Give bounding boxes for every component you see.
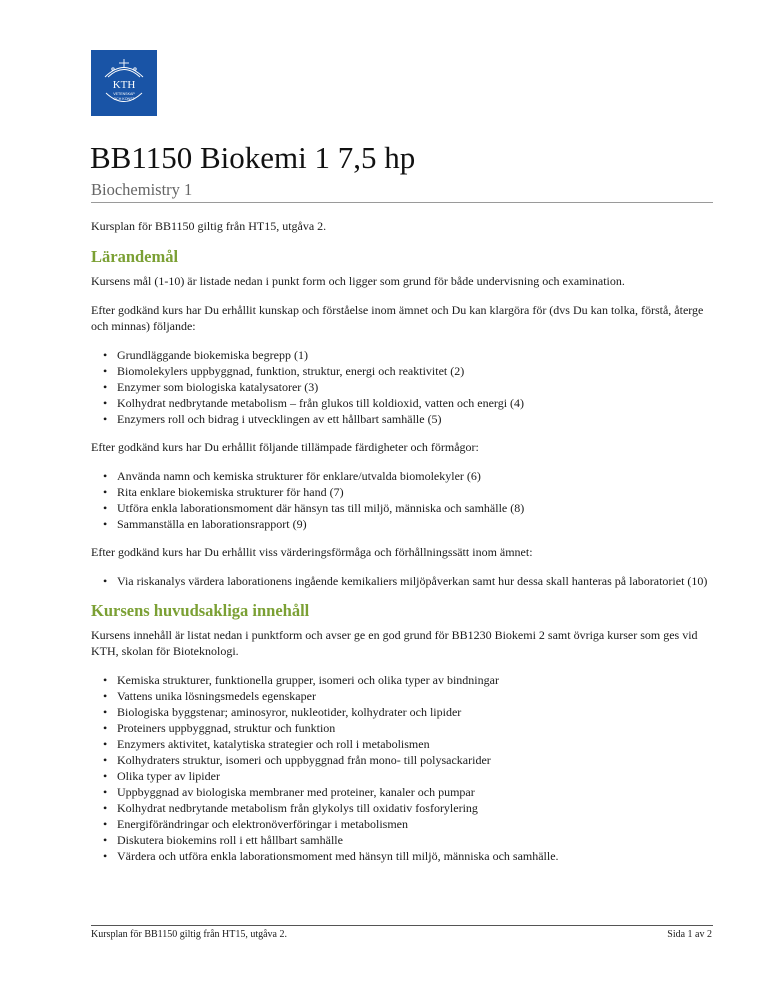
list-item-text: Proteiners uppbyggnad, struktur och funktion bbox=[117, 721, 336, 735]
bullet-icon: • bbox=[103, 753, 108, 767]
list-item-text: Kolhydrat nedbrytande metabolism från glykolys till oxidativ fosforylering bbox=[117, 801, 478, 815]
list-item-text: Energiförändringar och elektronöverföringar i metabolismen bbox=[117, 817, 409, 831]
page-subtitle: Biochemistry 1 bbox=[91, 180, 193, 199]
bullet-icon: • bbox=[103, 737, 108, 751]
bullet-icon: • bbox=[103, 801, 108, 815]
kth-logo bbox=[91, 50, 157, 116]
bullet-icon: • bbox=[103, 348, 108, 362]
logo-text-line3: OCH KONST bbox=[113, 97, 135, 101]
bullet-list-values bbox=[91, 573, 713, 589]
bullet-icon: • bbox=[103, 469, 108, 483]
bullet-icon: • bbox=[103, 380, 108, 394]
page-title: BB1150 Biokemi 1 7,5 hp bbox=[90, 140, 416, 175]
list-item-text: Enzymers roll och bidrag i utvecklingen av ett hållbart samhälle (5) bbox=[117, 412, 442, 426]
list-item bbox=[103, 484, 713, 500]
bullet-icon: • bbox=[103, 501, 108, 515]
document-body bbox=[91, 218, 713, 876]
list-item-text: Enzymers aktivitet, katalytiska strategier och roll i metabolismen bbox=[117, 737, 430, 751]
list-item bbox=[103, 468, 713, 484]
list-item bbox=[103, 411, 713, 427]
list-item-text: Diskutera biokemins roll i ett hållbart samhälle bbox=[117, 833, 343, 847]
footer-text: Kursplan för BB1150 giltig från HT15, utgåva 2. bbox=[91, 929, 287, 940]
list-item-text: Kemiska strukturer, funktionella grupper, isomeri och olika typer av bindningar bbox=[117, 673, 499, 687]
bullet-icon: • bbox=[103, 485, 108, 499]
kth-crest-icon bbox=[91, 50, 157, 116]
intro-text: Kursplan för BB1150 giltig från HT15, utgåva 2. bbox=[91, 219, 327, 233]
list-item-text: Kolhydrat nedbrytande metabolism – från glukos till koldioxid, vatten och energi (4) bbox=[117, 396, 525, 410]
bullet-icon: • bbox=[103, 574, 108, 588]
list-item-text: Använda namn och kemiska strukturer för enklare/utvalda biomolekyler (6) bbox=[117, 469, 481, 483]
bullet-icon: • bbox=[103, 364, 108, 378]
logo-text-line2: VETENSKAP bbox=[113, 92, 135, 96]
bullet-icon: • bbox=[103, 517, 108, 531]
list-item bbox=[103, 516, 713, 532]
paragraph: Kursens innehåll är listat nedan i punktform och avser ge en god grund för BB1230 Biokemi 2 samt övriga kurser som ges vid KTH, skolan för Bioteknologi. bbox=[91, 628, 698, 658]
list-item bbox=[103, 720, 713, 736]
bullet-icon: • bbox=[103, 705, 108, 719]
bullet-list-content bbox=[91, 672, 713, 864]
bullet-icon: • bbox=[103, 689, 108, 703]
paragraph: Efter godkänd kurs har Du erhållit viss värderingsförmåga och förhållningssätt inom ämnet: bbox=[91, 545, 533, 559]
header-divider bbox=[91, 202, 713, 203]
list-item bbox=[103, 500, 713, 516]
footer-divider bbox=[91, 925, 713, 926]
list-item bbox=[103, 816, 713, 832]
bullet-list-knowledge bbox=[91, 347, 713, 427]
list-item bbox=[103, 752, 713, 768]
bullet-icon: • bbox=[103, 817, 108, 831]
list-item bbox=[103, 395, 713, 411]
list-item-text: Via riskanalys värdera laborationens ingående kemikaliers miljöpåverkan samt hur dessa skall hanteras på laboratoriet (10) bbox=[117, 574, 708, 588]
list-item bbox=[103, 573, 713, 589]
list-item bbox=[103, 379, 713, 395]
list-item bbox=[103, 347, 713, 363]
list-item bbox=[103, 768, 713, 784]
list-item-text: Olika typer av lipider bbox=[117, 769, 220, 783]
bullet-icon: • bbox=[103, 769, 108, 783]
page-number: Sida 1 av 2 bbox=[667, 929, 712, 940]
section-heading-larandemal: Lärandemål bbox=[91, 247, 179, 266]
list-item-text: Vattens unika lösningsmedels egenskaper bbox=[117, 689, 316, 703]
bullet-icon: • bbox=[103, 396, 108, 410]
bullet-icon: • bbox=[103, 673, 108, 687]
bullet-icon: • bbox=[103, 849, 108, 863]
list-item-text: Utföra enkla laborationsmoment där hänsyn tas till miljö, människa och samhälle (8) bbox=[117, 501, 525, 515]
list-item bbox=[103, 832, 713, 848]
list-item-text: Biologiska byggstenar; aminosyror, nukleotider, kolhydrater och lipider bbox=[117, 705, 462, 719]
logo-text-kth: KTH bbox=[112, 79, 136, 91]
list-item bbox=[103, 736, 713, 752]
list-item bbox=[103, 363, 713, 379]
list-item bbox=[103, 800, 713, 816]
list-item-text: Biomolekylers uppbyggnad, funktion, struktur, energi och reaktivitet (2) bbox=[117, 364, 465, 378]
list-item-text: Enzymer som biologiska katalysatorer (3) bbox=[117, 380, 319, 394]
list-item bbox=[103, 704, 713, 720]
paragraph: Efter godkänd kurs har Du erhållit följande tillämpade färdigheter och förmågor: bbox=[91, 440, 479, 454]
list-item bbox=[103, 688, 713, 704]
paragraph: Kursens mål (1-10) är listade nedan i punkt form och ligger som grund för både undervisning och examination. bbox=[91, 274, 625, 288]
list-item-text: Rita enklare biokemiska strukturer för hand (7) bbox=[117, 485, 344, 499]
bullet-icon: • bbox=[103, 785, 108, 799]
paragraph: Efter godkänd kurs har Du erhållit kunskap och förståelse inom ämnet och Du kan klargöra för (dvs Du kan tolka, förstå, återge och minnas) följande: bbox=[91, 303, 704, 333]
bullet-list-skills bbox=[91, 468, 713, 532]
list-item-text: Sammanställa en laborationsrapport (9) bbox=[117, 517, 307, 531]
list-item-text: Uppbyggnad av biologiska membraner med proteiner, kanaler och pumpar bbox=[117, 785, 475, 799]
bullet-icon: • bbox=[103, 721, 108, 735]
section-heading-innehall: Kursens huvudsakliga innehåll bbox=[91, 601, 310, 620]
list-item-text: Grundläggande biokemiska begrepp (1) bbox=[117, 348, 308, 362]
list-item-text: Värdera och utföra enkla laborationsmoment med hänsyn till miljö, människa och samhälle. bbox=[117, 849, 559, 863]
list-item-text: Kolhydraters struktur, isomeri och uppbyggnad från mono- till polysackarider bbox=[117, 753, 491, 767]
list-item bbox=[103, 784, 713, 800]
list-item bbox=[103, 848, 713, 864]
bullet-icon: • bbox=[103, 412, 108, 426]
list-item bbox=[103, 672, 713, 688]
bullet-icon: • bbox=[103, 833, 108, 847]
